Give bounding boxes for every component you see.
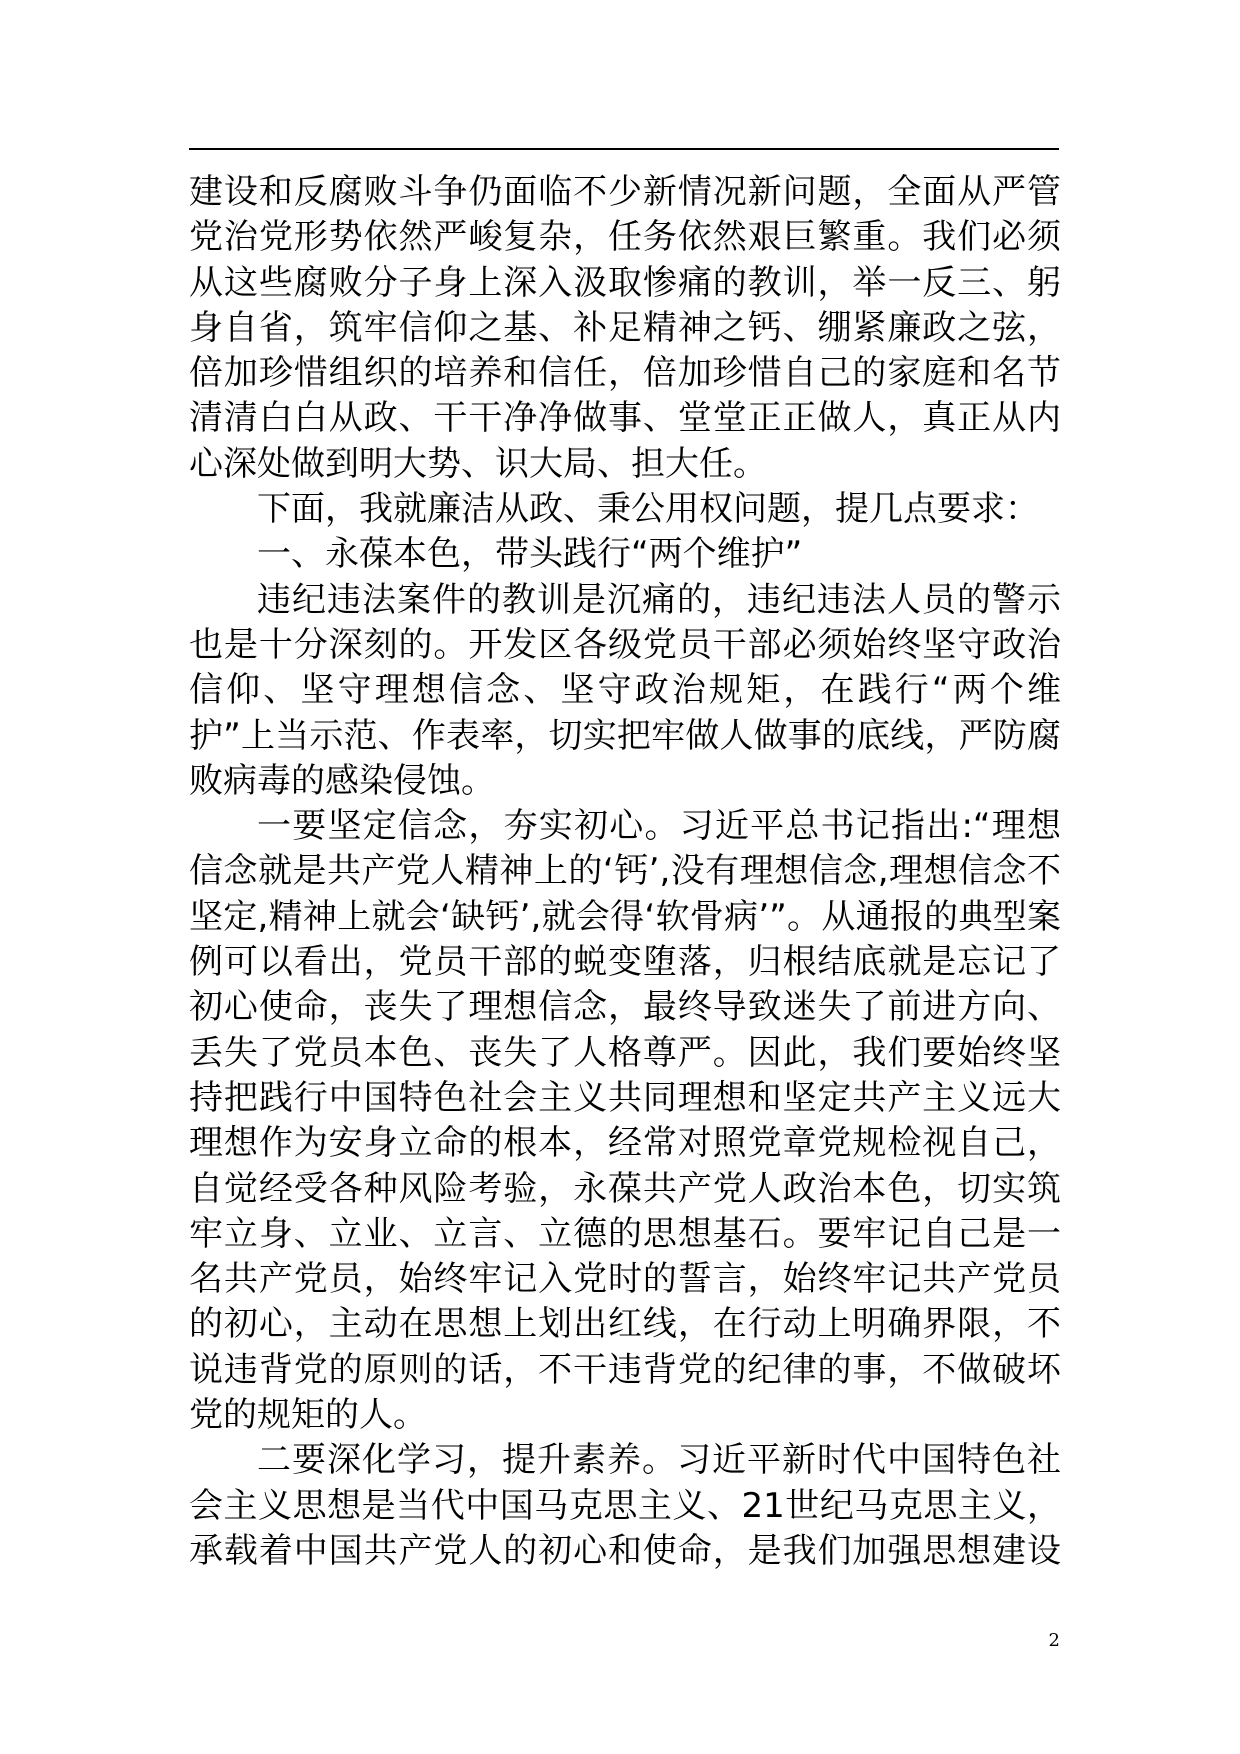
paragraph: 二要深化学习，提升素养。习近平新时代中国特色社会主义思想是当代中国马克思主义、21世纪马克思主义，承载着中国共产党人的初心和使命，是我们加强思想建设 xyxy=(189,1440,1061,1571)
header-rule xyxy=(189,148,1059,150)
paragraph: 下面，我就廉洁从政、秉公用权问题，提几点要求： xyxy=(257,489,1039,530)
section-heading: 一、永葆本色，带头践行“两个维护” xyxy=(257,534,803,575)
paragraph: 建设和反腐败斗争仍面临不少新情况新问题，全面从严管党治党形势依然严峻复杂，任务依然艰巨繁重。我们必须从这些腐败分子身上深入汲取惨痛的教训，举一反三、躬身自省，筑牢信仰之基、补足精神之钙、绷紧廉政之弦，倍加珍惜组织的培养和信任，倍加珍惜自己的家庭和名节清清白白从政、干干净净做事、堂堂正正做人，真正从内心深处做到明大势、识大局、担大任。 xyxy=(189,172,1061,484)
paragraph: 违纪违法案件的教训是沉痛的，违纪违法人员的警示也是十分深刻的。开发区各级党员干部必须始终坚守政治信仰、坚守理想信念、坚守政治规矩，在践行“两个维护”上当示范、作表率，切实把牢做人做事的底线，严防腐败病毒的感染侵蚀。 xyxy=(189,579,1061,801)
paragraph: 一要坚定信念，夯实初心。习近平总书记指出:“理想信念就是共产党人精神上的‘钙’,没有理想信念,理想信念不坚定,精神上就会‘缺钙’,就会得‘软骨病’”。从通报的典型案例可以看出，党员干部的蜕变堕落，归根结底就是忘记了初心使命，丧失了理想信念，最终导致迷失了前进方向、丢失了党员本色、丧失了人格尊严。因此，我们要始终坚持把践行中国特色社会主义共同理想和坚定共产主义远大理想作为安身立命的根本，经常对照党章党规检视自己，自觉经受各种风险考验，永葆共产党人政治本色，切实筑牢立身、立业、立言、立德的思想基石。要牢记自己是一名共产党员，始终牢记入党时的誓言，始终牢记共产党员的初心，主动在思想上划出红线，在行动上明确界限，不说违背党的原则的话，不干违背党的纪律的事，不做破坏党的规矩的人。 xyxy=(189,806,1061,1436)
page-number: 2 xyxy=(1048,1630,1060,1651)
body-text xyxy=(189,170,1061,1574)
